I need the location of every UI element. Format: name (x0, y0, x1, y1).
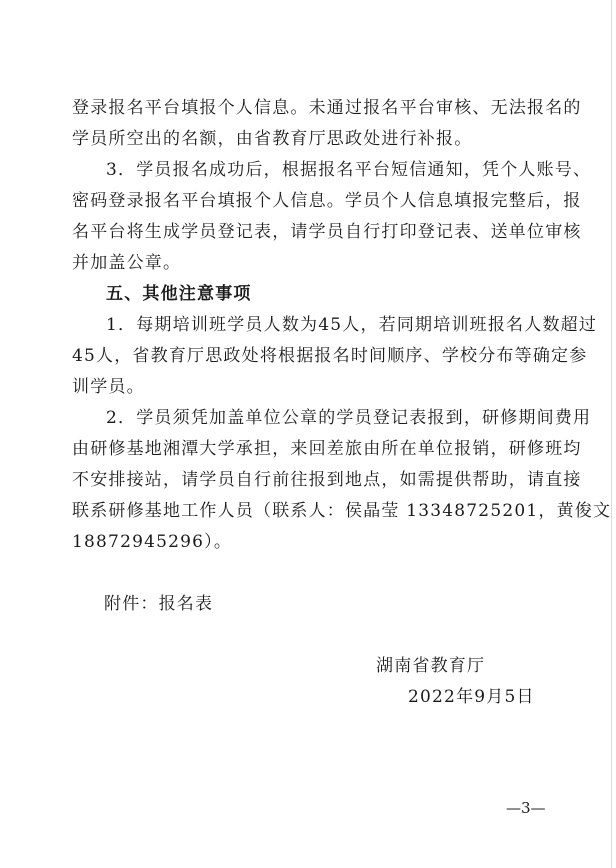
paragraph-line: 不安排接站，请学员自行前往报到地点，如需提供帮助，请直接 (72, 470, 582, 490)
paragraph-line: 联系研修基地工作人员（联系人：侯晶莹 13348725201，黄俊文 (72, 501, 612, 521)
paragraph-line: 18872945296）。 (72, 532, 233, 552)
issuer-name: 湖南省教育厅 (376, 656, 486, 676)
paragraph-line: 3．学员报名成功后，根据报名平台短信通知，凭个人账号、 (106, 160, 592, 180)
paragraph-line: 45人，省教育厅思政处将根据报名时间顺序、学校分布等确定参 (72, 346, 588, 366)
paragraph-line: 学员所空出的名额，由省教育厅思政处进行补报。 (72, 129, 473, 149)
paragraph-line: 登录报名平台填报个人信息。未通过报名平台审核、无法报名的 (72, 98, 582, 118)
paragraph-line: 由研修基地湘潭大学承担，来回差旅由所在单位报销，研修班均 (72, 439, 582, 459)
attachment-note: 附件：报名表 (104, 594, 214, 614)
page-border (611, 0, 612, 868)
paragraph-line: 1．每期培训班学员人数为45人，若同期培训班报名人数超过 (106, 315, 598, 335)
paragraph-line: 训学员。 (72, 377, 145, 397)
paragraph-line: 名平台将生成学员登记表，请学员自行打印登记表、送单位审核 (72, 222, 582, 242)
paragraph-line: 并加盖公章。 (72, 253, 182, 273)
paragraph-line: 2．学员须凭加盖单位公章的学员登记表报到，研修期间费用 (106, 408, 592, 428)
paragraph-line: 密码登录报名平台填报个人信息。学员个人信息填报完整后，报 (72, 191, 582, 211)
section-heading: 五、其他注意事项 (106, 284, 252, 304)
page-number: —3— (506, 799, 546, 817)
issue-date: 2022年9月5日 (408, 687, 535, 707)
